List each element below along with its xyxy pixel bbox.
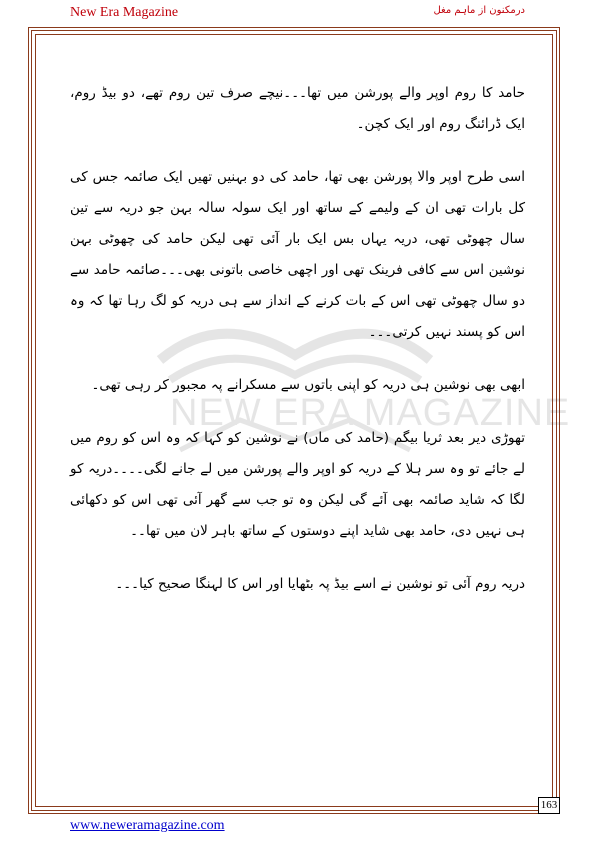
story-author-title: درمکنون از ماہم مغل xyxy=(433,5,525,16)
magazine-title: New Era Magazine xyxy=(70,5,179,20)
paragraph: اسی طرح اوپر والا پورشن بھی تھا، حامد کی دو بہنیں تھیں ایک صائمہ جس کی کل بارات تھی ان کے ولیمے کے ساتھ اور ایک سولہ سالہ بہن جو دریہ سے تین سال چھوٹی تھی، دریہ یہاں بس ایک بار آئی تھی لیکن حامد کی چھوٹی بہن نوشین اس سے کافی فرینک تھی اور اچھی خاصی باتونی بھی۔۔۔صائمہ حامد سے دو سال چھوٹی تھی اس کے بات کرنے کے انداز سے ہی دریہ کو لگ رہا تھا کہ وہ اس کو پسند نہیں کرتی۔۔۔ xyxy=(70,169,525,340)
watermark-text: NEW ERA MAGAZINE xyxy=(170,392,571,434)
story-body xyxy=(70,78,525,622)
paragraph: حامد کا روم اوپر والے پورشن میں تھا۔۔۔نیچے صرف تین روم تھے، دو بیڈ روم، ایک ڈرائنگ روم اور ایک کچن۔ xyxy=(70,85,525,132)
paragraph: ابھی بھی نوشین ہی دریہ کو اپنی باتوں سے مسکرانے پہ مجبور کر رہی تھی۔ xyxy=(91,377,525,393)
page-header xyxy=(60,3,535,25)
page-number: 163 xyxy=(538,797,560,814)
paragraph: تھوڑی دیر بعد ثریا بیگم (حامد کی ماں) نے نوشین کو کہا کہ وہ اس کو روم میں لے جائے تو وہ سر ہلا کے دریہ کو اوپر والے پورشن میں لے جانے لگی۔۔۔۔دریہ کو لگا کہ شاید صائمہ بھی آئے گی لیکن وہ تو جب سے گھر آئی تھی اس کو دکھائی ہی نہیں دی، حامد بھی شاید اپنے دوستوں کے ساتھ باہر لان میں تھا۔۔ xyxy=(70,430,525,539)
website-link[interactable]: www.neweramagazine.com xyxy=(70,818,225,833)
paragraph: دریہ روم آئی تو نوشین نے اسے بیڈ پہ بٹھایا اور اس کا لہنگا صحیح کیا۔۔۔ xyxy=(115,576,525,592)
